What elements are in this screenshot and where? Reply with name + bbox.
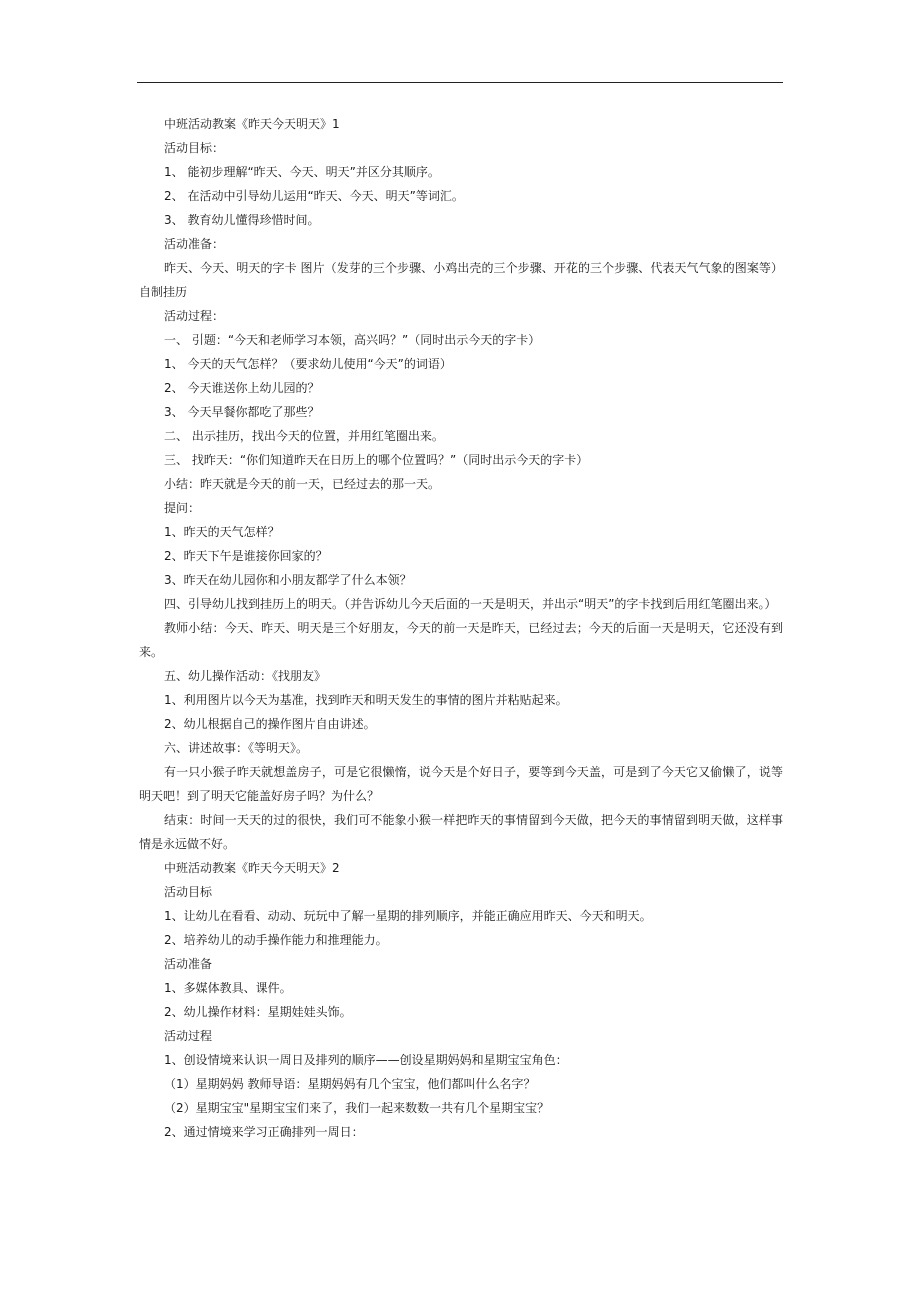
step-4: 四、引导幼儿找到挂历上的明天。（并告诉幼儿今天后面的一天是明天，并出示“明天”的字卡找到后用红笔圈出来。） [164, 597, 777, 611]
operation-2: 2、幼儿根据自己的操作图片自由讲述。 [164, 717, 376, 731]
header-rule [137, 82, 783, 83]
process-heading-1: 活动过程： [164, 309, 225, 323]
goal-item-2: 2、 在活动中引导幼儿运用“昨天、今天、明天”等词汇。 [164, 189, 464, 203]
question-3: 3、 今天早餐你都吃了那些？ [164, 405, 320, 419]
process2-item-2: 2、通过情境来学习正确排列一周日： [164, 1125, 364, 1139]
process2-item-1: 1、创设情境来认识一周日及排列的顺序——创设星期妈妈和星期宝宝角色： [164, 1053, 568, 1067]
document-body [139, 112, 783, 1144]
question-2: 2、 今天谁送你上幼儿园的？ [164, 381, 320, 395]
prep-heading-1: 活动准备： [164, 237, 225, 251]
step-2: 二、 出示挂历，找出今天的位置，并用红笔圈出来。 [164, 429, 444, 443]
goal2-item-1: 1、让幼儿在看看、动动、玩玩中了解一星期的排列顺序，并能正确应用昨天、今天和明天。 [164, 909, 652, 923]
prep-heading-2: 活动准备 [164, 957, 213, 971]
goals-heading-2: 活动目标 [164, 885, 213, 899]
step-3: 三、 找昨天：“你们知道昨天在日历上的哪个位置吗？”（同时出示今天的字卡） [164, 453, 589, 467]
step-5: 五、幼儿操作活动：《找朋友》 [164, 669, 327, 683]
ending-text: 结束：时间一天天的过的很快，我们可不能象小猴一样把昨天的事情留到今天做，把今天的事情留到明天做，这样事情是永远做不好。 [139, 813, 783, 851]
ask-heading: 提问： [164, 501, 201, 515]
process2-item-1a: （1）星期妈妈 教师导语：星期妈妈有几个宝宝，他们都叫什么名字？ [164, 1077, 536, 1091]
process-heading-2: 活动过程 [164, 1029, 213, 1043]
prep2-item-1: 1、多媒体教具、课件。 [164, 981, 292, 995]
summary-1: 小结：昨天就是今天的前一天，已经过去的那一天。 [164, 477, 441, 491]
prep2-item-2: 2、幼儿操作材料：星期娃娃头饰。 [164, 1005, 352, 1019]
lesson-title-2: 中班活动教案《昨天今天明天》2 [164, 861, 340, 875]
goals-heading-1: 活动目标： [164, 141, 225, 155]
prep-text-1: 昨天、今天、明天的字卡 图片（发芽的三个步骤、小鸡出壳的三个步骤、开花的三个步骤、代表天气气象的图案等） 自制挂历 [139, 261, 783, 299]
goal2-item-2: 2、培养幼儿的动手操作能力和推理能力。 [164, 933, 388, 947]
goal-item-3: 3、 教育幼儿懂得珍惜时间。 [164, 213, 320, 227]
ask-item-3: 3、昨天在幼儿园你和小朋友都学了什么本领？ [164, 573, 412, 587]
step-intro: 一、 引题：“今天和老师学习本领，高兴吗？”（同时出示今天的字卡） [164, 333, 541, 347]
story-text: 有一只小猴子昨天就想盖房子，可是它很懒惰，说今天是个好日子，要等到今天盖，可是到了今天它又偷懒了，说等明天吧！到了明天它能盖好房子吗？为什么？ [139, 765, 783, 803]
question-1: 1、 今天的天气怎样？（要求幼儿使用“今天”的词语） [164, 357, 452, 371]
teacher-summary: 教师小结：今天、昨天、明天是三个好朋友，今天的前一天是昨天，已经过去；今天的后面一天是明天，它还没有到来。 [139, 621, 783, 659]
ask-item-1: 1、昨天的天气怎样？ [164, 525, 280, 539]
goal-item-1: 1、 能初步理解“昨天、今天、明天”并区分其顺序。 [164, 165, 440, 179]
ask-item-2: 2、昨天下午是谁接你回家的？ [164, 549, 328, 563]
operation-1: 1、利用图片以今天为基准，找到昨天和明天发生的事情的图片并粘贴起来。 [164, 693, 568, 707]
process2-item-1b: （2）星期宝宝"星期宝宝们来了，我们一起来数数一共有几个星期宝宝？ [164, 1101, 550, 1115]
lesson-title-1: 中班活动教案《昨天今天明天》1 [164, 117, 340, 131]
step-6: 六、讲述故事：《等明天》。 [164, 741, 309, 755]
